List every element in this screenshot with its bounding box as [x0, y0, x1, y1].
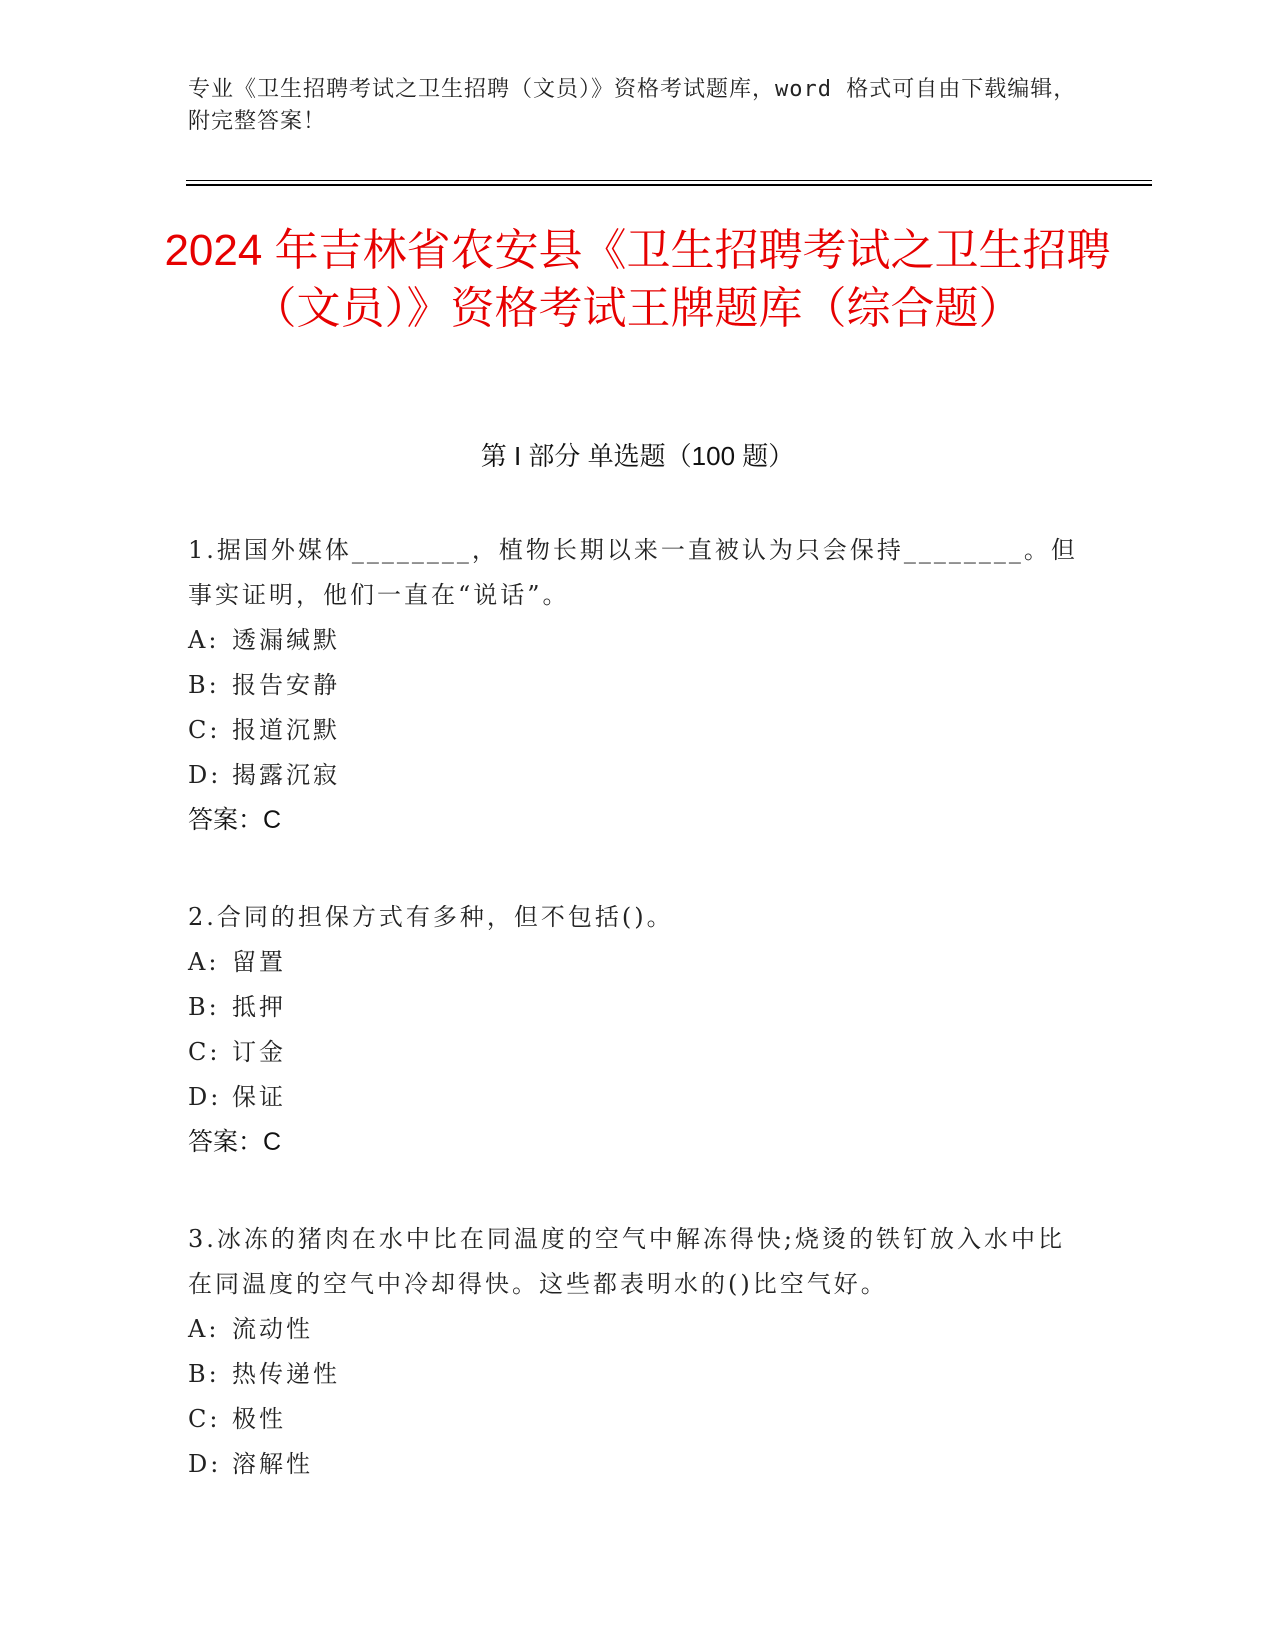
option-text: 保证	[232, 1083, 286, 1111]
option-key: C:	[188, 1038, 221, 1066]
section-title: 第 I 部分 单选题（100 题）	[480, 441, 795, 471]
option-text: 热传递性	[232, 1360, 340, 1388]
option-d	[188, 753, 1078, 798]
option-text: 报告安静	[232, 671, 340, 699]
option-key: A:	[188, 1315, 220, 1343]
option-text: 透漏缄默	[232, 626, 340, 654]
option-a	[188, 1307, 1078, 1352]
question-list	[188, 528, 1078, 1539]
option-a	[188, 940, 1078, 985]
question-stem: 3.冰冻的猪肉在水中比在同温度的空气中解冻得快;烧烫的铁钉放入水中比在同温度的空气中冷却得快。这些都表明水的()比空气好。	[188, 1225, 1065, 1298]
question-3	[188, 1217, 1078, 1487]
question-stem: 1.据国外媒体________，植物长期以来一直被认为只会保持________。但事实证明，他们一直在“说话”。	[188, 536, 1078, 609]
option-key: D:	[188, 1083, 222, 1111]
option-text: 报道沉默	[232, 716, 340, 744]
option-key: B:	[188, 993, 220, 1021]
option-text: 揭露沉寂	[232, 761, 340, 789]
option-b	[188, 985, 1078, 1030]
document-title: 2024 年吉林省农安县《卫生招聘考试之卫生招聘（文员）》资格考试王牌题库（综合题）	[164, 226, 1111, 333]
option-a	[188, 618, 1078, 663]
answer-line: 答案：C	[188, 1128, 282, 1156]
option-text: 订金	[232, 1038, 286, 1066]
option-d	[188, 1075, 1078, 1120]
option-b	[188, 663, 1078, 708]
question-stem: 2.合同的担保方式有多种，但不包括()。	[188, 903, 674, 931]
header-divider-thick	[186, 184, 1152, 186]
option-c	[188, 1030, 1078, 1075]
option-text: 抵押	[232, 993, 286, 1021]
option-key: C:	[188, 1405, 221, 1433]
option-key: D:	[188, 1450, 222, 1478]
option-text: 留置	[232, 948, 286, 976]
header-divider-thin	[186, 180, 1152, 181]
option-key: B:	[188, 671, 220, 699]
question-1	[188, 528, 1078, 843]
question-2	[188, 895, 1078, 1165]
option-b	[188, 1352, 1078, 1397]
answer-line: 答案：C	[188, 806, 282, 834]
option-key: D:	[188, 761, 222, 789]
option-key: B:	[188, 1360, 220, 1388]
option-c	[188, 708, 1078, 753]
header-note: 专业《卫生招聘考试之卫生招聘（文员）》资格考试题库，word 格式可自由下载编辑，附完整答案！	[188, 77, 1077, 134]
option-key: A:	[188, 626, 220, 654]
option-text: 溶解性	[232, 1450, 313, 1478]
option-c	[188, 1397, 1078, 1442]
option-text: 流动性	[232, 1315, 313, 1343]
option-d	[188, 1442, 1078, 1487]
option-key: A:	[188, 948, 220, 976]
option-key: C:	[188, 716, 221, 744]
option-text: 极性	[232, 1405, 286, 1433]
